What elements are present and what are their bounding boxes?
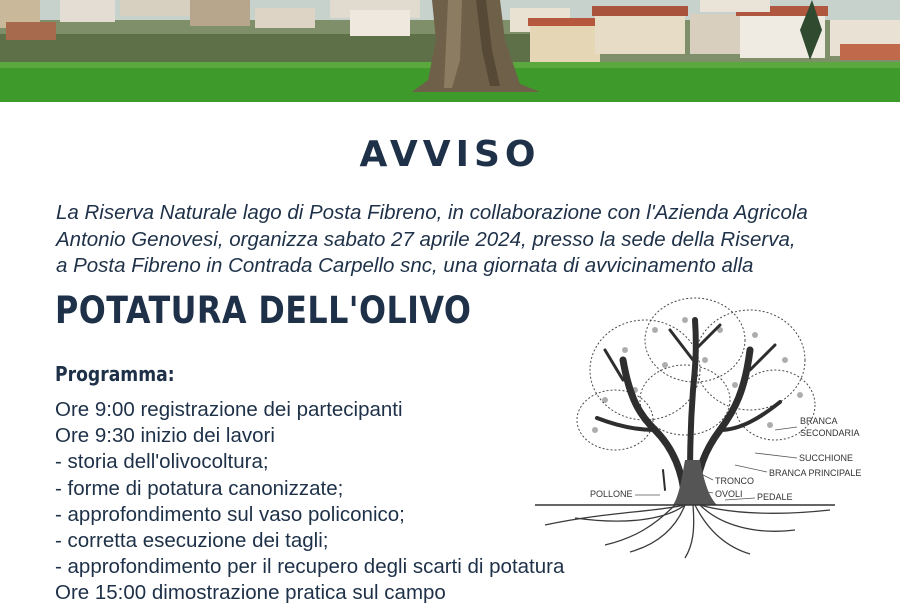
label-pedale: PEDALE xyxy=(757,492,793,502)
intro-line: a Posta Fibreno in Contrada Carpello snc, una giornata di avvicinamento alla xyxy=(56,254,754,277)
program-item: - corretta esecuzione dei tagli; xyxy=(55,529,329,553)
program-item: Ore 9:30 inizio dei lavori xyxy=(55,424,275,448)
intro-line: La Riserva Naturale lago di Posta Fibreno, in collaborazione con l'Azienda Agricola xyxy=(56,201,808,224)
label-succhione: SUCCHIONE xyxy=(799,453,854,463)
program-heading: Programma: xyxy=(55,362,175,386)
program-item: - approfondimento sul vaso policonico; xyxy=(55,502,405,526)
program-item: Ore 9:00 registrazione dei partecipanti xyxy=(55,398,403,421)
program-item: - approfondimento per il recupero degli scarti di potatura xyxy=(55,555,565,579)
label-branca-principale: BRANCA PRINCIPALE xyxy=(769,468,862,478)
olive-tree-diagram xyxy=(535,290,865,560)
header-photo xyxy=(0,0,900,102)
intro-paragraph xyxy=(56,200,886,280)
program-item: - forme di potatura canonizzate; xyxy=(55,476,344,500)
label-branca: BRANCA xyxy=(800,416,838,426)
tree-roots xyxy=(545,505,830,558)
event-subtitle: POTATURA DELL'OLIVO xyxy=(55,289,472,332)
label-pollone: POLLONE xyxy=(590,489,633,499)
program-item: Ore 15:00 dimostrazione pratica sul campo xyxy=(55,581,446,605)
program-item: - storia dell'olivocoltura; xyxy=(55,450,269,474)
intro-line: Antonio Genovesi, organizza sabato 27 aprile 2024, presso la sede della Riserva, xyxy=(56,227,796,251)
label-tronco: TRONCO xyxy=(715,476,754,486)
page-title: AVVISO xyxy=(359,134,541,175)
label-secondaria: SECONDARIA xyxy=(800,428,860,438)
label-ovoli: OVOLI xyxy=(715,489,743,499)
program-list xyxy=(55,397,564,607)
